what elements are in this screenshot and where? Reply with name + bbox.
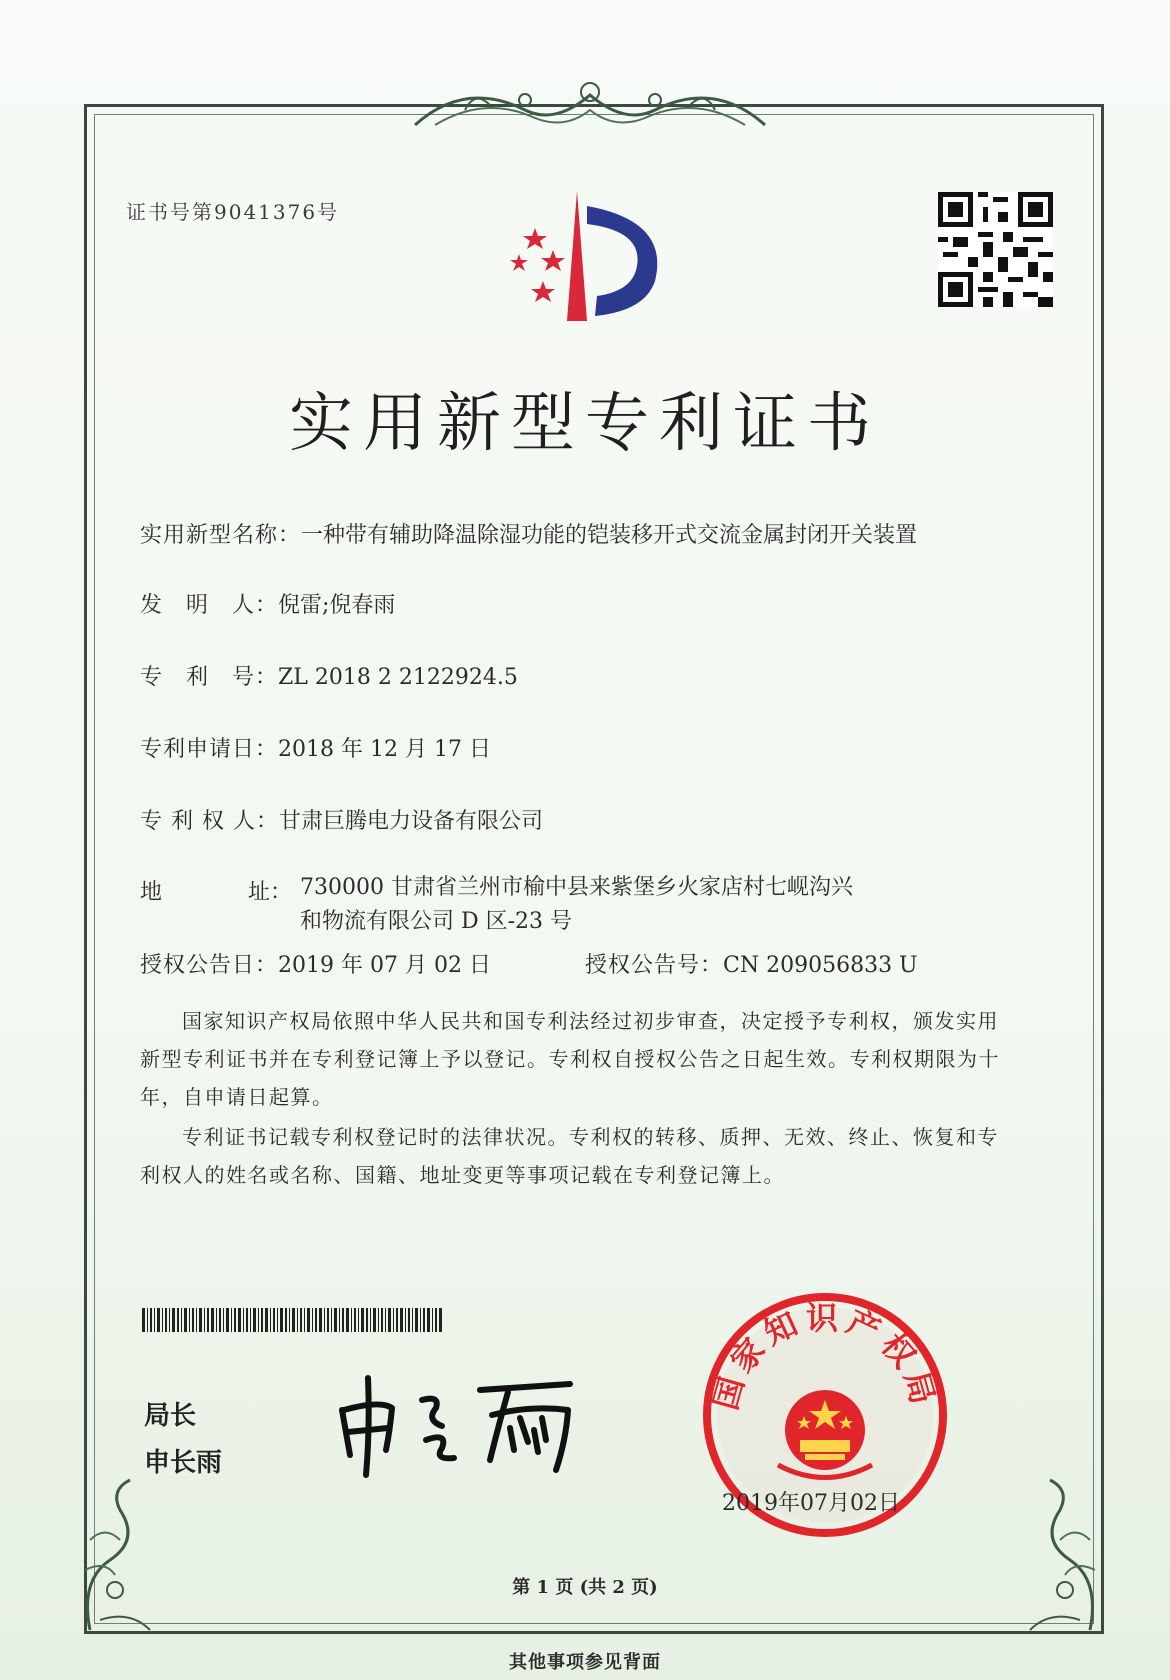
grant-date-row	[140, 948, 491, 979]
director-name: 申长雨	[144, 1448, 223, 1478]
filing-date-row	[140, 732, 491, 763]
address-label-first: 地	[140, 880, 163, 905]
patentee-value: 甘肃巨腾电力设备有限公司	[278, 809, 543, 834]
bottom-right-ornament-icon	[1000, 1470, 1110, 1640]
inventor-row	[140, 588, 395, 619]
utility-model-name-label: 实用新型名称：	[140, 523, 302, 548]
seal-text: 国家知识产权局	[706, 1299, 944, 1414]
inventor-label: 发 明 人：	[140, 593, 279, 618]
filing-date-label: 专利申请日：	[140, 737, 279, 762]
inventor-value: 倪雷;倪春雨	[278, 593, 396, 618]
handwritten-signature	[330, 1370, 590, 1480]
patentee-label: 专 利 权 人：	[140, 809, 279, 834]
paragraph-1-line2: 新型专利证书并在专利登记簿上予以登记。专利权自授权公告之日起生效。专利权期限为十	[140, 1047, 1000, 1071]
patentee-row	[140, 804, 543, 835]
paragraph-2-line1: 专利证书记载专利权登记时的法律状况。专利权的转移、质押、无效、终止、恢复和专	[182, 1125, 999, 1149]
page-number: 第 1 页 (共 2 页)	[512, 1577, 658, 1598]
grant-number-row	[585, 948, 918, 979]
footer-note: 其他事项参见背面	[509, 1652, 661, 1673]
director-title: 局长	[144, 1401, 197, 1431]
barcode-icon	[142, 1308, 442, 1332]
top-ornament-icon	[405, 70, 775, 140]
grant-date-value: 2019 年 07 月 02 日	[278, 953, 491, 978]
seal-date: 2019年07月02日	[722, 1491, 900, 1516]
paragraph-1-line1: 国家知识产权局依照中华人民共和国专利法经过初步审查，决定授予专利权，颁发实用	[182, 1009, 999, 1033]
utility-model-name-value: 一种带有辅助降温除湿功能的铠装移开式交流金属封闭开关装置	[301, 523, 918, 548]
address-label-second: 址：	[248, 880, 293, 905]
certificate-title: 实用新型专利证书	[289, 387, 881, 461]
grant-date-label: 授权公告日：	[140, 953, 279, 978]
address-value-line2: 和物流有限公司 D 区-23 号	[300, 909, 573, 934]
patent-number-label: 专 利 号：	[140, 665, 279, 690]
patent-number-value: ZL 2018 2 2122924.5	[278, 665, 518, 690]
paragraph-1-line3: 年，自申请日起算。	[140, 1085, 334, 1109]
patent-number-row	[140, 660, 518, 691]
grant-number-label: 授权公告号：	[585, 953, 724, 978]
utility-model-name-row	[140, 518, 917, 549]
paragraph-2-line2: 利权人的姓名或名称、国籍、地址变更等事项记载在专利登记簿上。	[140, 1163, 785, 1187]
address-value-line1: 730000 甘肃省兰州市榆中县来紫堡乡火家店村七岘沟兴	[300, 875, 853, 900]
qr-code-icon	[938, 192, 1053, 307]
certificate-number: 证书号第9041376号	[126, 200, 340, 224]
filing-date-value: 2018 年 12 月 17 日	[278, 737, 491, 762]
grant-number-value: CN 209056833 U	[723, 953, 918, 978]
cnipa-logo-icon	[505, 186, 685, 336]
bottom-left-ornament-icon	[70, 1470, 180, 1640]
